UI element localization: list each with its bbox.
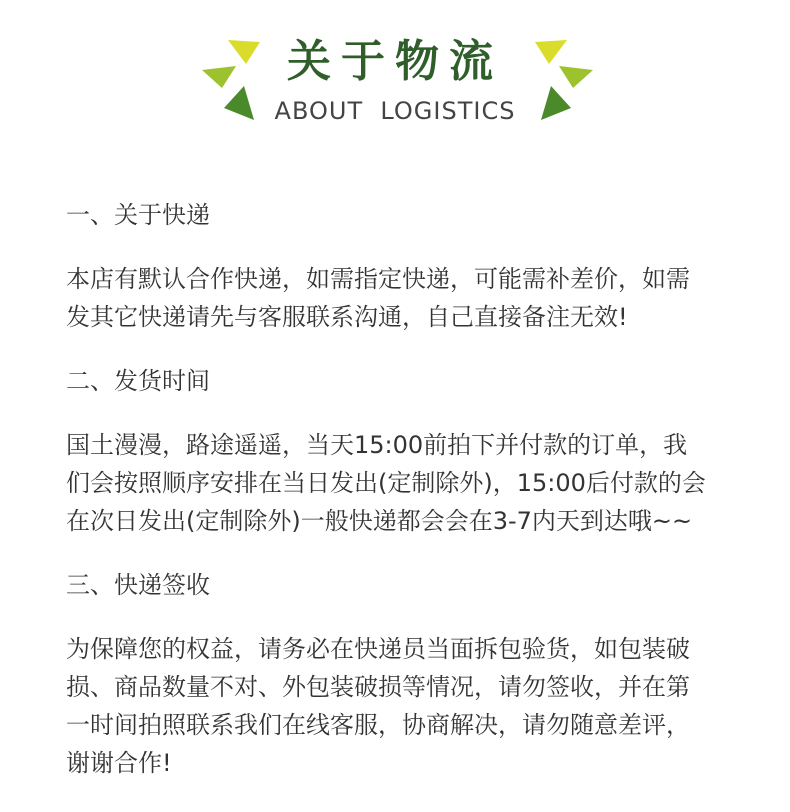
paragraph-line: 发其它快递请先与客服联系沟通，自己直接备注无效!: [66, 303, 628, 331]
section-heading-delivery-signing: 三、快递签收: [66, 571, 210, 599]
section-paragraph-delivery-signing: [66, 630, 756, 782]
paragraph-line: 在次日发出(定制除外)一般快递都会会在3-7内天到达哦~~: [66, 507, 693, 535]
triangles-right-icon: [525, 36, 595, 126]
section-paragraph-shipping-time: [66, 426, 756, 540]
paragraph-line: 损、商品数量不对、外包装破损等情况，请勿签收，并在第: [66, 673, 690, 701]
page-subtitle: ABOUT LOGISTICS: [274, 97, 516, 125]
paragraph-line: 国土漫漫，路途遥遥，当天15:00前拍下并付款的订单，我: [66, 431, 688, 459]
paragraph-line: 们会按照顺序安排在当日发出(定制除外)，15:00后付款的会: [66, 469, 706, 497]
section-heading-shipping-time: 二、发货时间: [66, 367, 210, 395]
paragraph-line: 一时间拍照联系我们在线客服，协商解决，请勿随意差评，: [66, 711, 690, 739]
paragraph-line: 谢谢合作!: [66, 749, 172, 777]
logistics-content: [66, 196, 756, 808]
page-header: [0, 0, 790, 140]
paragraph-line: 本店有默认合作快递，如需指定快递，可能需补差价，如需: [66, 265, 690, 293]
paragraph-line: 为保障您的权益，请务必在快递员当面拆包验货，如包装破: [66, 635, 690, 663]
page-title: 关于物流: [287, 36, 503, 87]
section-heading-express: 一、关于快递: [66, 201, 210, 229]
section-paragraph-express: [66, 260, 756, 336]
